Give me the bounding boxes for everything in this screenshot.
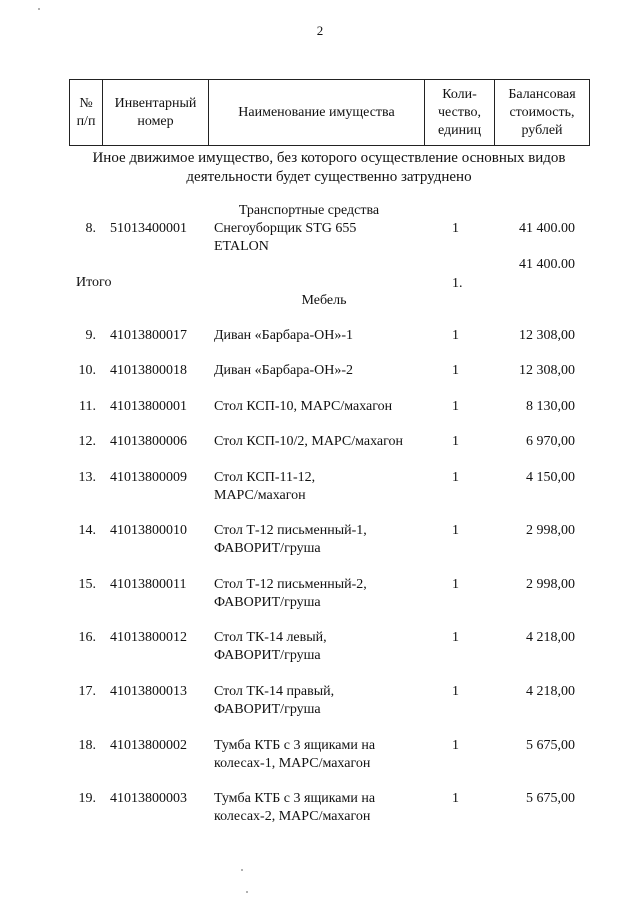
item-name-line: колесах-2, МАРС/махагон xyxy=(214,809,371,824)
inventory-number: 41013800011 xyxy=(110,577,187,592)
inventory-number: 41013800003 xyxy=(110,791,187,806)
item-name: Стол КСП-10, МАРС/махагон xyxy=(214,399,393,414)
row-number: 17. xyxy=(78,684,96,699)
item-cost: 5 675,00 xyxy=(526,738,575,753)
scan-speck xyxy=(246,891,248,893)
item-cost: 4 218,00 xyxy=(526,630,575,645)
header-num-line: п/п xyxy=(76,113,96,129)
header-cost-line: стоимость, xyxy=(509,104,575,120)
item-cost: 12 308,00 xyxy=(519,363,575,378)
item-name: Диван «Барбара-ОН»-2 xyxy=(214,363,354,378)
header-name-line: Наименование имущества xyxy=(238,104,395,120)
row-number: 10. xyxy=(78,363,96,378)
section-note xyxy=(69,149,589,187)
inventory-number: 41013800006 xyxy=(110,434,187,449)
inventory-number: 41013800001 xyxy=(110,399,187,414)
section-note-line: Иное движимое имущество, без которого осуществление основных видов xyxy=(92,150,566,166)
item-cost: 4 218,00 xyxy=(526,684,575,699)
group-title-transport: Транспортные средства xyxy=(238,203,380,218)
item-name-line: Стол КСП-11-12, xyxy=(214,470,316,485)
header-cost xyxy=(495,80,590,146)
item-name xyxy=(214,522,367,558)
header-inventory-line: номер xyxy=(137,113,174,129)
item-name-line: ФАВОРИТ/груша xyxy=(214,702,321,717)
item-name-line: Стол Т-12 письменный-1, xyxy=(214,523,367,538)
item-name-line: МАРС/махагон xyxy=(214,488,306,503)
header-inventory xyxy=(103,80,209,146)
item-name-line: Снегоуборщик STG 655 xyxy=(214,221,357,236)
item-name xyxy=(214,790,375,826)
row-number: 13. xyxy=(78,470,96,485)
item-quantity: 1 xyxy=(452,328,459,343)
item-name-line: Стол ТК-14 левый, xyxy=(214,630,327,645)
item-quantity: 1 xyxy=(452,577,459,592)
item-cost: 12 308,00 xyxy=(519,328,575,343)
item-cost: 2 998,00 xyxy=(526,523,575,538)
header-qty-line: единиц xyxy=(437,122,482,138)
item-name-line: Стол ТК-14 правый, xyxy=(214,684,335,699)
row-number: 9. xyxy=(85,328,96,343)
item-name: Стол КСП-10/2, МАРС/махагон xyxy=(214,434,404,449)
header-qty-line: Коли- xyxy=(442,86,477,102)
item-cost: 2 998,00 xyxy=(526,577,575,592)
item-cost: 8 130,00 xyxy=(526,399,575,414)
item-quantity: 1 xyxy=(452,791,459,806)
item-quantity: 1 xyxy=(452,221,459,236)
header-name xyxy=(209,80,425,146)
header-num-line: № xyxy=(79,95,93,111)
item-name xyxy=(214,629,327,665)
item-name xyxy=(214,220,356,256)
item-name-line: Стол Т-12 письменный-2, xyxy=(214,577,367,592)
row-number: 16. xyxy=(78,630,96,645)
header-inventory-line: Инвентарный xyxy=(114,95,197,111)
item-name-line: Тумба КТБ с 3 ящиками на xyxy=(214,791,376,806)
header-cost-line: рублей xyxy=(521,122,563,138)
item-quantity: 1 xyxy=(452,523,459,538)
item-quantity: 1 xyxy=(452,434,459,449)
item-name-line: колесах-1, МАРС/махагон xyxy=(214,756,371,771)
item-name xyxy=(214,469,315,505)
table-header xyxy=(69,79,590,146)
header-qty-line: чество, xyxy=(438,104,481,120)
inventory-number: 41013800010 xyxy=(110,523,187,538)
item-name-line: ETALON xyxy=(214,239,269,254)
inventory-number: 41013800017 xyxy=(110,328,187,343)
section-note-line: деятельности будет существенно затруднено xyxy=(186,169,472,185)
group-title-furniture: Мебель xyxy=(301,293,347,308)
item-name xyxy=(214,683,334,719)
item-quantity: 1 xyxy=(452,363,459,378)
header-cost-line: Балансовая xyxy=(508,86,576,102)
item-name xyxy=(214,576,367,612)
inventory-number: 41013800018 xyxy=(110,363,187,378)
header-qty xyxy=(425,80,495,146)
page-number: 2 xyxy=(316,23,324,38)
row-number: 15. xyxy=(78,577,96,592)
inventory-number: 41013800013 xyxy=(110,684,187,699)
row-number: 19. xyxy=(78,791,96,806)
item-quantity: 1 xyxy=(452,684,459,699)
inventory-number: 51013400001 xyxy=(110,221,187,236)
scan-speck xyxy=(241,869,243,871)
item-cost: 4 150,00 xyxy=(526,470,575,485)
item-cost: 5 675,00 xyxy=(526,791,575,806)
inventory-number: 41013800012 xyxy=(110,630,187,645)
item-name-line: ФАВОРИТ/груша xyxy=(214,648,321,663)
inventory-number: 41013800002 xyxy=(110,738,187,753)
row-number: 8. xyxy=(85,221,96,236)
item-cost: 6 970,00 xyxy=(526,434,575,449)
item-quantity: 1 xyxy=(452,399,459,414)
item-name: Диван «Барбара-ОН»-1 xyxy=(214,328,354,343)
item-quantity: 1 xyxy=(452,470,459,485)
row-number: 11. xyxy=(79,399,96,414)
item-name xyxy=(214,737,375,773)
item-name-line: ФАВОРИТ/груша xyxy=(214,595,321,610)
row-number: 18. xyxy=(78,738,96,753)
inventory-number: 41013800009 xyxy=(110,470,187,485)
row-number: 14. xyxy=(78,523,96,538)
transport-subtotal: 41 400.00 xyxy=(519,257,575,272)
total-label: Итого xyxy=(76,275,112,290)
item-quantity: 1 xyxy=(452,630,459,645)
item-cost: 41 400.00 xyxy=(519,221,575,236)
row-number: 12. xyxy=(78,434,96,449)
item-quantity: 1 xyxy=(452,738,459,753)
scan-speck xyxy=(38,8,40,10)
header-num xyxy=(70,80,103,146)
item-name-line: Тумба КТБ с 3 ящиками на xyxy=(214,738,376,753)
item-name-line: ФАВОРИТ/груша xyxy=(214,541,321,556)
total-quantity: 1. xyxy=(452,276,463,291)
